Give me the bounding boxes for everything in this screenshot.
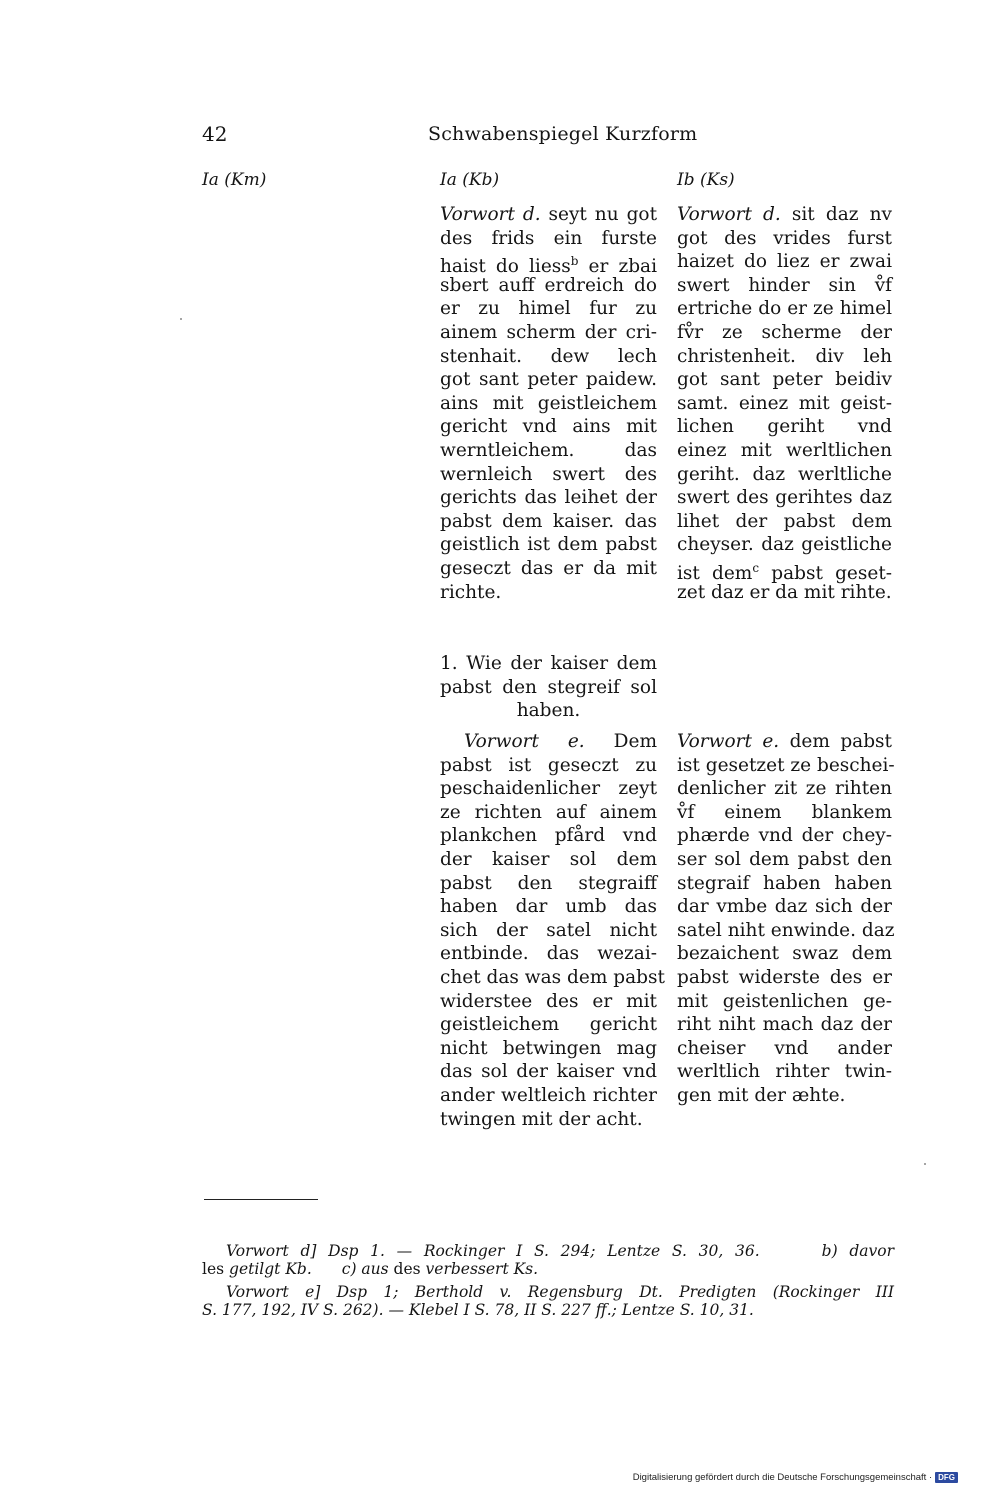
text-line: ist gesetzet ze beschei- [677,754,895,776]
text-line: sbert auff erdreich do [440,274,657,296]
footnote-marker-b: b [570,254,579,269]
text-line: pabst widerste des er [677,966,892,988]
text-line: Vorwort d. seyt nu got [440,204,658,225]
kb-chapter-1-title [440,652,657,723]
footnote-line: les getilgt Kb. c) aus des verbessert Ks. [202,1260,539,1278]
text-line: lichen geriht vnd [677,416,892,438]
text-line: das sol der kaiser vnd [440,1061,657,1083]
text-line: zet daz er da mit rihte. [677,581,892,603]
kb-vorwort-e-text [440,730,665,1131]
text-line: werltlich rihter twin- [677,1061,892,1083]
running-head: Schwabenspiegel Kurzform [428,123,698,145]
chapter-title-line: haben. [516,700,581,722]
text-line: fv̊r ze scherme der [677,321,892,343]
text-line: pabst den stegraiff [440,872,657,894]
text-line: widerstee des er mit [440,990,657,1012]
text-line: ser sol dem pabst den [677,848,892,870]
text-line: ertriche do er ze himel [677,298,892,320]
text-line: samt. einez mit geist- [677,392,892,414]
text-line: sich der satel nicht [440,919,657,941]
text-line: ains mit geistleichem [440,392,657,414]
text-line: einez mit werltlichen [677,439,892,461]
text-line: nicht betwingen mag [440,1037,657,1059]
text-line: stenhait. dew lech [440,345,657,367]
chapter-title-line: pabst den stegreif sol [440,676,657,698]
footnotes [202,1242,894,1319]
digitization-credit [633,1472,958,1483]
text-line: pabst dem kaiser. das [440,510,657,532]
text-line: satel niht enwinde. daz [677,919,895,941]
text-line: chet das was dem pabst [440,966,665,988]
text-line: entbinde. das wezai- [440,943,657,965]
text-line: peschaidenlicher zeyt [440,778,657,800]
text-line: denlicher zit ze rihten [677,778,892,800]
text-line: cheiser vnd ander [677,1037,892,1059]
text-line: werntleichem. das [440,439,657,461]
section-label: Vorwort d. [677,204,781,225]
credit-text: Digitalisierung gefördert durch die Deutsche Forschungsgemeinschaft · [632,1472,933,1483]
footnote-line: Vorwort d] Dsp 1. — Rockinger I S. 294; Lentze S. 30, 36. b) davor [226,1242,895,1260]
text-line: riht niht mach daz der [677,1014,892,1036]
text-line: bezaichent swaz dem [677,943,892,965]
text-line: ainem scherm der cri- [440,321,657,343]
text-line: ze richten auf ainem [440,801,657,823]
text-line: stegraif haben haben [677,872,892,894]
text-line: haben dar umb das [440,896,657,918]
chapter-title-line: 1. Wie der kaiser dem [440,653,657,674]
text-line: richte. [440,581,502,603]
column-heading-ia-km: Ia (Km) [202,170,267,190]
section-label: Vorwort e. [464,731,585,752]
text-line: er zu himel fur zu [440,298,657,320]
page-number: 42 [202,122,228,146]
text-line: pabst ist geseczt zu [440,754,657,776]
text-line: geistlich ist dem pabst [440,534,657,556]
text-line: Vorwort d. sit daz nv [677,204,892,225]
text-line: haist do liess$^b$ er zbai [440,254,657,278]
text-line: ist dem$^c$ pabst geset- [677,560,892,585]
text-line: gerichts das leihet der [440,487,657,509]
scan-speck [180,318,182,320]
text-line: phærde vnd der chey- [677,825,892,847]
text-line: lihet der pabst dem [677,510,892,532]
text-line: cheyser. daz geistliche [677,534,892,556]
text-line: geseczt das er da mit [440,557,657,579]
footnote-line: S. 177, 192, IV S. 262). — Klebel I S. 78, II S. 227 ff.; Lentze S. 10, 31. [202,1301,754,1319]
footnote-rule [204,1199,318,1200]
section-label: Vorwort e. [677,731,780,752]
text-line: gericht vnd ains mit [440,416,657,438]
text-line: haizet do liez er zwai [677,251,892,273]
column-heading-ia-kb: Ia (Kb) [440,170,500,190]
text-line: plankchen pfård vnd [440,825,657,847]
section-label: Vorwort d. [440,204,541,225]
footnote-marker-c: c [752,560,760,575]
text-line: v̊f einem blankem [677,801,892,823]
text-line: ander weltleich richter [440,1084,657,1106]
column-heading-ib-ks: Ib (Ks) [677,170,735,190]
text-line: got sant peter paidew. [440,369,657,391]
text-line: Vorwort e. Dem [464,731,657,752]
text-line: gen mit der æhte. [677,1084,846,1106]
text-line: got des vrides furst [677,227,892,249]
text-line: swert hinder sin v̊f [677,274,892,296]
text-line: der kaiser sol dem [440,848,657,870]
text-line: wernleich swert des [440,463,657,485]
ks-vorwort-e-text [677,730,895,1108]
text-line: mit geistenlichen ge- [677,990,892,1012]
text-line: des frids ein furste [440,227,657,249]
text-line: swert des gerihtes daz [677,487,892,509]
footnote-line: Vorwort e] Dsp 1; Berthold v. Regensburg Dt. Predigten (Rockinger III [226,1283,894,1301]
text-line: christenheit. div leh [677,345,892,367]
ks-vorwort-d-text [677,203,892,604]
text-line: got sant peter beidiv [677,369,892,391]
scan-speck [924,1163,926,1165]
text-line: geriht. daz werltliche [677,463,892,485]
text-line: Vorwort e. dem pabst [677,731,892,752]
text-line: twingen mit der acht. [440,1108,643,1130]
text-line: dar vmbe daz sich der [677,896,892,918]
text-line: geistleichem gericht [440,1014,657,1036]
dfg-logo: DFG [935,1472,958,1483]
kb-vorwort-d-text [440,203,657,604]
